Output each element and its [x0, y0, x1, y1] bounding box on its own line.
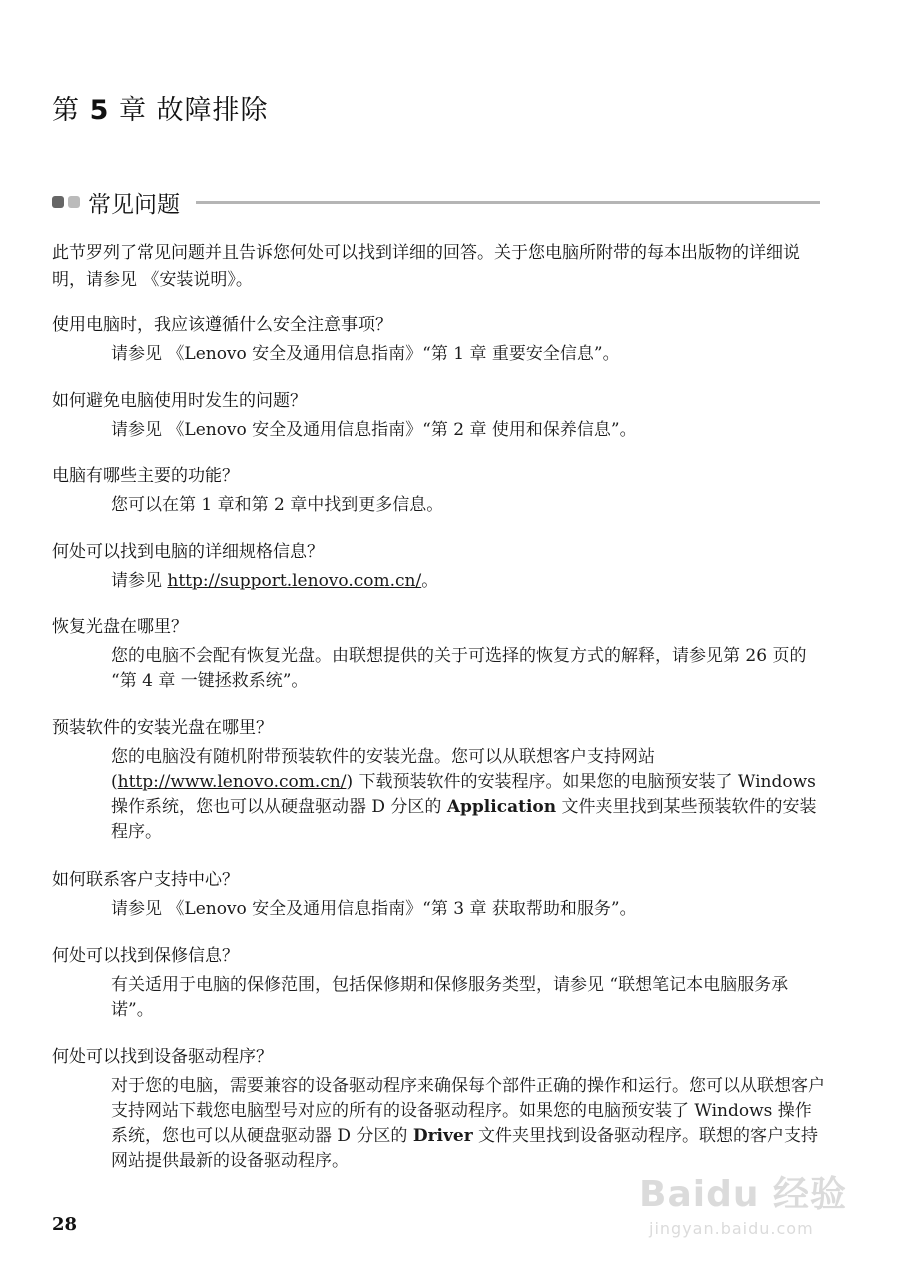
faq-answer: [111, 1074, 827, 1174]
faq-question: 使用电脑时，我应该遵循什么安全注意事项？: [52, 315, 392, 335]
section-divider: [196, 201, 820, 204]
answer-text: 文件夹里找到设备驱动程序。联想的客户支持网站提供最新的设备驱动程序。: [111, 1126, 819, 1171]
section-title: 常见问题: [88, 191, 180, 218]
chapter-prefix: 第: [52, 95, 90, 126]
faq-question: 恢复光盘在哪里？: [52, 617, 188, 637]
watermark-main: Baidu 经验: [639, 1174, 848, 1215]
faq-question: 何处可以找到保修信息？: [52, 946, 239, 966]
faq-item-safety: [52, 312, 827, 367]
watermark-sub: jingyan.baidu.com: [649, 1219, 814, 1238]
faq-question: 预装软件的安装光盘在哪里？: [52, 718, 273, 738]
faq-answer: [111, 569, 827, 594]
lenovo-link[interactable]: http://www.lenovo.com.cn/: [117, 772, 347, 792]
faq-answer: 请参见 《Lenovo 安全及通用信息指南》“第 3 章 获取帮助和服务”。: [111, 899, 637, 919]
section-header: [52, 184, 820, 220]
answer-text: 对于您的电脑，需要兼容的设备驱动程序来确保每个部件正确的操作和运行。您可以从联想客户支持网站下载您电脑型号对应的所有的设备驱动程序。如果您的电脑预安装了 Windows 操作系统，您也可以从硬盘驱动器 D 分区的: [111, 1076, 825, 1146]
intro-paragraph: 此节罗列了常见问题并且告诉您何处可以找到详细的回答。关于您电脑所附带的每本出版物的详细说明，请参见 《安装说明》。: [52, 243, 800, 290]
faq-answer: 请参见 《Lenovo 安全及通用信息指南》“第 1 章 重要安全信息”。: [111, 344, 620, 364]
page-number: 28: [52, 1214, 78, 1235]
baidu-watermark: [639, 1166, 849, 1256]
faq-answer: 有关适用于电脑的保修范围，包括保修期和保修服务类型，请参见 “联想笔记本电脑服务承诺”。: [111, 975, 789, 1020]
faq-item-drivers: [52, 1044, 827, 1174]
answer-text: 文件夹里找到某些预装软件的安装程序。: [111, 797, 817, 842]
faq-item-specs: [52, 539, 827, 594]
folder-name: Driver: [412, 1126, 473, 1146]
faq-item-warranty: [52, 943, 827, 1023]
faq-item-features: [52, 463, 827, 518]
faq-question: 何处可以找到电脑的详细规格信息？: [52, 542, 324, 562]
faq-item-avoid-problems: [52, 388, 827, 443]
answer-text: ) 下载预装软件的安装程序。如果您的电脑预安装了 Windows 操作系统，您也可以从硬盘驱动器 D 分区的: [111, 772, 816, 817]
faq-item-support-center: [52, 867, 827, 922]
faq-question: 电脑有哪些主要的功能？: [52, 466, 239, 486]
chapter-number: 5: [89, 95, 110, 126]
faq-item-software-disc: [52, 715, 827, 845]
faq-answer: 您可以在第 1 章和第 2 章中找到更多信息。: [111, 495, 444, 515]
faq-question: 如何联系客户支持中心？: [52, 870, 239, 890]
support-link[interactable]: http://support.lenovo.com.cn/: [167, 571, 422, 591]
folder-name: Application: [446, 797, 557, 817]
answer-text: 请参见: [111, 571, 168, 591]
answer-text: 您的电脑没有随机附带预装软件的安装光盘。您可以从联想客户支持网站 (: [111, 747, 655, 792]
faq-question: 何处可以找到设备驱动程序？: [52, 1047, 273, 1067]
faq-answer: [111, 745, 827, 845]
faq-item-recovery-disc: [52, 614, 827, 694]
answer-text: 。: [421, 571, 439, 591]
faq-question: 如何避免电脑使用时发生的问题？: [52, 391, 307, 411]
chapter-title: [52, 88, 269, 127]
section-bullet-icon: [52, 196, 80, 208]
faq-answer: 您的电脑不会配有恢复光盘。由联想提供的关于可选择的恢复方式的解释，请参见第 26 页的 “第 4 章 一键拯救系统”。: [111, 646, 807, 691]
chapter-suffix: 章 故障排除: [109, 95, 269, 126]
faq-answer: 请参见 《Lenovo 安全及通用信息指南》“第 2 章 使用和保养信息”。: [111, 420, 637, 440]
